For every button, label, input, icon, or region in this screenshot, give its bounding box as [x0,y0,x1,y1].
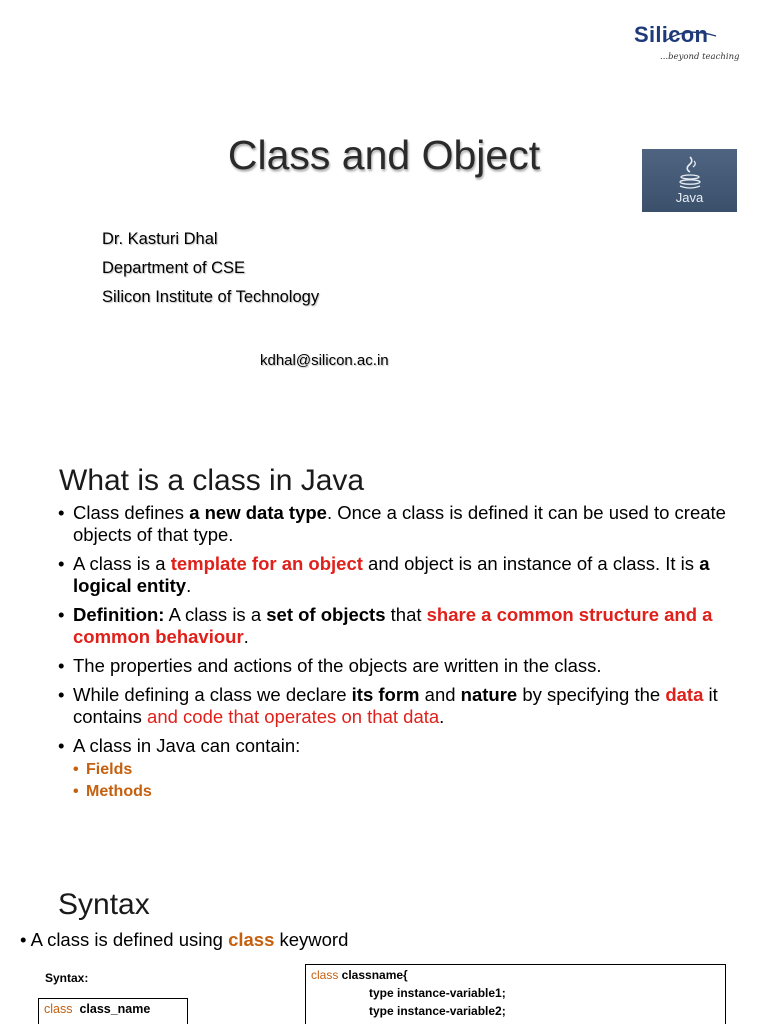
code-keyword: class [44,1002,73,1016]
emphasis-text: its form [351,684,420,705]
bullet-text: . [439,706,445,727]
bullet-text: While defining a class we declare [73,684,352,705]
slide-title: Class and Object [227,132,541,178]
syntax-slide [0,880,768,1024]
bullet-text: The properties and actions of the objects are written in the class. [73,655,602,676]
code-line: type instance-variable2; [369,1004,506,1018]
bullet-dot: • [58,502,65,523]
bullet-text: . Once a class is defined it can be used to create objects of that type. [73,502,726,545]
keyword-text: class [228,929,275,950]
code-text: classname{ [338,968,408,982]
bullet-dot: • [73,783,79,800]
logo-tagline: ...beyond teaching [660,52,740,62]
slide-title: What is a class in Java [59,464,365,497]
silicon-logo [626,22,746,72]
title-slide [0,0,768,430]
code-line [311,968,408,982]
author-department: Department of CSE [102,259,246,277]
code-box-short [38,998,188,1024]
bullet-item [58,604,748,648]
java-cup-icon [676,155,704,189]
bullet-item [58,502,748,546]
code-text: class_name [79,1002,151,1016]
bullet-dot: • [73,761,79,778]
sub-bullet-text: Methods [86,783,152,800]
bullet-dot: • [58,684,65,705]
code-keyword: class [311,968,339,982]
bullet-text: A class is a [164,604,267,625]
highlight-text: and code that operates on that data [147,706,440,727]
bullet-item [58,553,748,597]
bullet-list [58,502,748,803]
bullet-text: A class is a [73,553,171,574]
logo-wordmark: Silicon [634,22,709,47]
highlight-text: data [665,684,704,705]
emphasis-text: nature [460,684,518,705]
bullet-text: A class is defined using [30,929,229,950]
bullet-item [58,684,748,728]
bullet-dot: • [58,604,65,625]
emphasis-text: Definition: [73,604,165,625]
code-line: type instance-variable1; [369,986,506,1000]
bullet-text: that [385,604,427,625]
syntax-label: Syntax: [45,971,89,985]
emphasis-text: a new data type [189,502,327,523]
highlight-text: share a common structure and a common behaviour [73,604,713,647]
emphasis-text: a logical entity [73,553,710,596]
bullet-text: Class defines [73,502,190,523]
java-badge [642,149,737,212]
bullet-text: and object is an instance of a class. It is [362,553,700,574]
bullet-text: . [243,626,249,647]
author-name: Dr. Kasturi Dhal [102,230,218,248]
code-line [44,1002,150,1016]
sub-bullet-item [58,759,748,781]
slide-title: Syntax [58,888,150,921]
emphasis-text: set of objects [266,604,386,625]
bullet-text: and [419,684,461,705]
bullet-text: . [186,575,192,596]
sub-bullet-item [58,781,748,803]
author-email: kdhal@silicon.ac.in [260,352,389,369]
java-badge-label: Java [675,190,704,205]
bullet-text: keyword [274,929,349,950]
code-box-full [305,964,726,1024]
author-institute: Silicon Institute of Technology [102,288,320,306]
bullet-text: it contains [73,684,718,727]
bullet-item [58,735,748,757]
bullet-text: A class in Java can contain: [73,735,301,756]
bullet-dot: • [20,929,31,950]
sub-bullet-text: Fields [86,761,133,778]
class-definition-slide [0,440,768,880]
bullet-dot: • [58,735,65,756]
bullet-item [58,655,748,677]
highlight-text: template for an object [170,553,363,574]
bullet-dot: • [58,655,65,676]
bullet-text: by specifying the [517,684,666,705]
bullet-dot: • [58,553,65,574]
bullet-item [20,929,348,951]
